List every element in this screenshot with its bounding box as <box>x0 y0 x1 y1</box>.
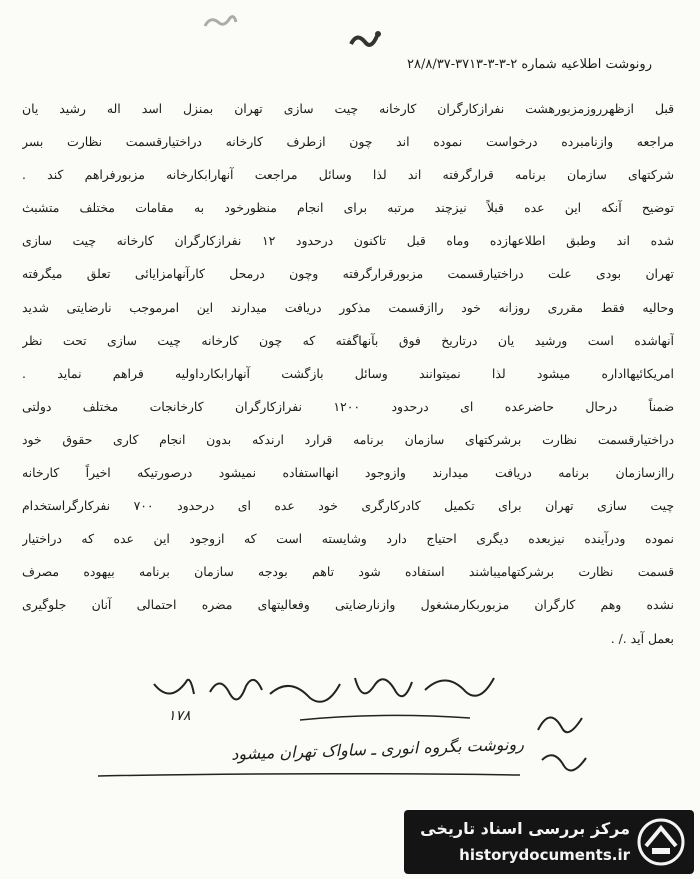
handwritten-initial-icon <box>528 700 598 782</box>
report-line: تهران بودی علت دراختیارقسمت مزبورقرارگرفته وچون درمحل کارآنهامزایائی تعلق میگرفته <box>22 266 674 282</box>
report-line: دراختیارقسمت نظارت برشرکتهای سازمان برنامه قرارد ارندکه بدون انجام کاری حقوق خود <box>22 431 674 447</box>
report-line: امریکائیهااداره میشود لذا نمیتوانند وسائل بازگشت آنهارابکارداولیه فراهم نماید . <box>22 365 674 381</box>
report-line: بعمل آید ./ . <box>610 630 674 646</box>
signature-number: ۱۷۸ <box>168 708 191 724</box>
report-line: ضمناً درحال حاضرعده ای درحدود ۱۲۰۰ نفرازکارگران کارخانجات مختلف دولتی <box>22 398 674 414</box>
archive-watermark <box>404 810 694 874</box>
handwritten-signature <box>150 664 500 728</box>
report-line: آنهاشده است ورشید یان درتاریخ فوق بآنهاگفته که چون کارخانه چیت سازی تحت نظر <box>22 332 674 348</box>
report-line: مراجعه وازنامبرده درخواست نموده اند چون ازطرف کارخانه دراختیارقسمت نظارت بسر <box>22 134 674 150</box>
report-line: چیت سازی تهران برای تکمیل کادرکارگری خود عده ای درحدود ۷۰۰ نفرکارگراستخدام <box>22 498 674 514</box>
report-line: قبل ازظهرروزمزبورهشت نفرازکارگران کارخانه چیت سازی تهران بمنزل اسد اله رشید یان <box>22 101 674 116</box>
reference-line: رونوشت اطلاعیه شماره ۲-۳-۳-۳۷۱۳-۲۸/۸/۳۷ <box>407 57 652 72</box>
report-line: شده اند وطبق اطلاعهازده وماه قبل تاکنون درحدود ۱۲ نفرازکارگران کارخانه چیت سازی <box>22 233 674 249</box>
ink-mark-icon <box>200 10 240 36</box>
watermark-url: historydocuments.ir <box>459 846 630 864</box>
report-body <box>22 92 674 655</box>
report-line: نموده ودرآینده نیزبعده دیگری احتیاج دارد وشایسته است که ازوجود این عده که دراختیار <box>22 531 674 547</box>
report-line: قسمت نظارت برشرکتهامیباشند استفاده شود تاهم بودجه سازمان برنامه بیهوده مصرف <box>22 564 674 580</box>
report-line: وحالیه فقط مقرری روزانه خود راازقسمت مذکور دریافت میدارند این امرموجب نارضایتی شدید <box>22 299 674 315</box>
report-line: شرکتهای سازمان برنامه قرارگرفته اند لذا وسائل مراجعت آنهارابکارخانه مزبورفراهم کند . <box>22 167 674 183</box>
archive-logo-icon <box>636 816 686 868</box>
report-line: راازسازمان برنامه دریافت میدارند وازوجود انهااستفاده نمیشود درصورتیکه اخیراً کارخانه <box>22 465 674 481</box>
scribble-mark-icon <box>345 26 385 56</box>
report-line: نشده وهم کارگران مزبوربکارمشغول وازنارضایتی وفعالیتهای مضره احتمالی آنان جلوگیری <box>22 597 674 613</box>
watermark-name: مرکز بررسی اسناد تاریخی <box>420 819 630 838</box>
underline-stroke <box>94 770 524 780</box>
report-line: توضیح آنکه این عده قبلاً نیزچند مرتبه برای انجام منظورخود به مقامات مختلف متشبث <box>22 200 674 216</box>
copy-distribution-note: رونوشت بگروه انوری ـ ساواک تهران میشود <box>230 734 525 764</box>
